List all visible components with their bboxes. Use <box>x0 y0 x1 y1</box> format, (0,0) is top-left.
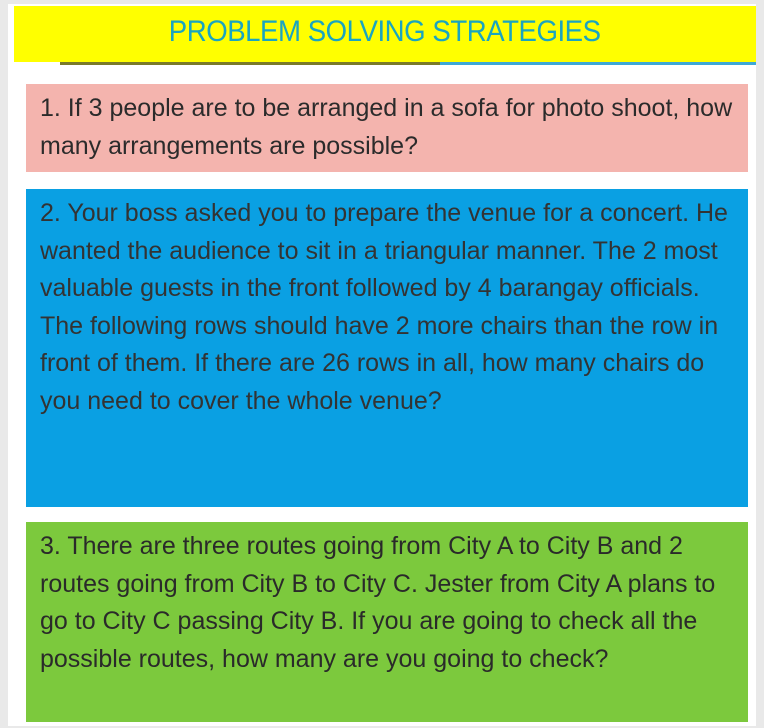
slide-title: PROBLEM SOLVING STRATEGIES <box>169 15 601 48</box>
title-underline <box>60 62 440 65</box>
title-bar <box>14 6 756 62</box>
problem-text-3: 3. There are three routes going from City A to City B and 2 routes going from City B to City C. Jester from City A plans to go to City C passing City B. If you are going to check all the possible routes, how many are you going to check? <box>40 532 716 673</box>
problem-card-3 <box>26 522 748 722</box>
slide <box>8 4 756 726</box>
title-underline-accent <box>440 62 756 65</box>
problem-card-2 <box>26 189 748 507</box>
problem-text-2: 2. Your boss asked you to prepare the venue for a concert. He wanted the audience to sit in a triangular manner. The 2 most valuable guests in the front followed by 4 barangay officials. The following rows should have 2 more chairs than the row in front of them. If there are 26 rows in all, how many chairs do you need to cover the whole venue? <box>40 199 728 415</box>
problem-card-1 <box>26 84 748 172</box>
problem-text-1: 1. If 3 people are to be arranged in a sofa for photo shoot, how many arrangements are possible? <box>40 94 733 160</box>
